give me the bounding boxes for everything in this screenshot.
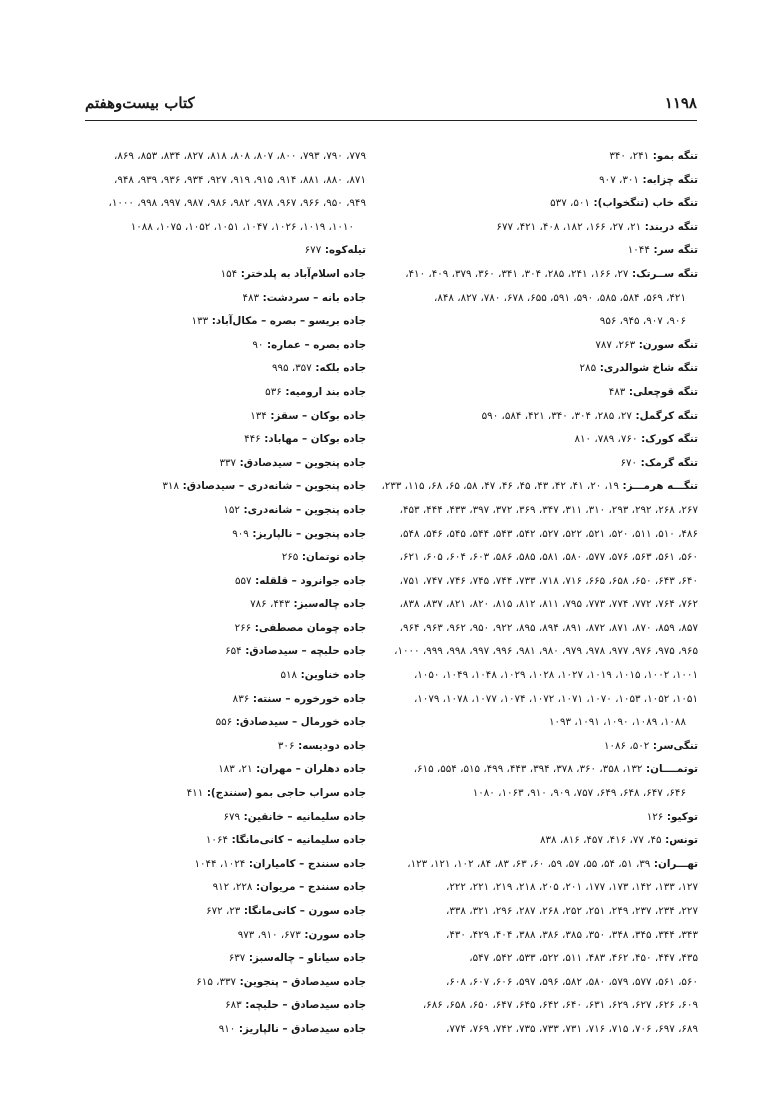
index-term: جاده توتمان: [298, 551, 366, 564]
index-entry [70, 357, 366, 381]
index-pages: ۶۸۹، ۶۹۷، ۷۰۶، ۷۱۵، ۷۱۶، ۷۳۱، ۷۳۳، ۷۳۵، ۷۴۲، ۷۶۹، ۷۷۴، [446, 1022, 698, 1035]
index-pages: ۳۳۷، ۶۱۵ [196, 975, 237, 988]
index-term: جاده سنندج – مریوان: [252, 881, 366, 894]
index-entry [70, 310, 366, 334]
index-pages: ۴۳۵، ۴۴۷، ۴۵۰، ۴۶۲، ۴۸۳، ۵۱۱، ۵۲۲، ۵۳۳، ۵۴۲، ۵۴۷، [469, 952, 698, 965]
index-term: تنگه ســرتک: [628, 267, 698, 280]
index-entry [402, 452, 698, 476]
index-pages: ۲۶۳، ۷۸۷ [595, 338, 636, 351]
index-pages: ۳۰۱، ۹۰۷ [599, 173, 639, 186]
index-term: جاده پنجوین – شانه‌دری – سیدصادق: [179, 480, 366, 493]
index-entry [70, 570, 366, 594]
index-entry [402, 192, 698, 216]
index-pages: ۲۷، ۱۶۶، ۲۴۱، ۲۸۵، ۳۰۴، ۳۴۱، ۳۶۰، ۳۷۹، ۴۰۹، ۴۱۰، [405, 267, 629, 280]
index-entry-continuation [399, 546, 698, 570]
index-entry [70, 994, 366, 1018]
index-entry-continuation [70, 192, 366, 216]
index-term: تهـــران: [650, 857, 698, 870]
index-pages: ۳۹، ۵۱، ۵۴، ۵۵، ۵۷، ۵۹، ۶۰، ۶۳، ۸۳، ۸۴، ۱۰۲، ۱۲۱، ۱۲۳، [407, 857, 651, 870]
index-term: جاده سورن – کانی‌مانگا: [240, 905, 366, 917]
index-term: جاده خورمال – سیدصادق: [232, 716, 366, 729]
index-entry [402, 381, 698, 405]
index-term: تنگه چزابه: [638, 173, 698, 186]
index-term: جاده سلیمانیه – خانقین: [240, 810, 366, 823]
index-pages: ۸۳۶ [232, 692, 250, 705]
index-entry [70, 947, 366, 971]
index-term: تنگه شاخ شوالدری: [596, 362, 698, 375]
index-pages: ۹۰۶، ۹۰۷، ۹۴۵، ۹۵۶ [599, 315, 686, 328]
index-entry [70, 287, 366, 311]
index-term: جاده بوکان – سقز: [266, 409, 366, 422]
index-pages: ۱۵۴ [220, 267, 238, 280]
index-pages: ۶۳۷ [228, 952, 246, 965]
index-term: جاده سیدصادق – حلبچه: [241, 999, 366, 1012]
index-term: جاده چومان مصطفی: [251, 621, 366, 634]
index-entry [70, 758, 366, 782]
index-entry [70, 428, 366, 452]
index-term: جاده پنجوین – نالپاریز: [248, 527, 366, 540]
index-pages: ۶۴۰، ۶۴۳، ۶۵۰، ۶۵۸، ۶۶۵، ۷۱۶، ۷۱۸، ۷۳۳، ۷۴۴، ۷۴۵، ۷۴۶، ۷۴۷، ۷۵۱، [399, 574, 698, 587]
index-term: جاده سراب حاجی بمو (سنندج): [203, 787, 366, 800]
index-pages: ۳۱۸ [162, 480, 179, 493]
index-term: جاده سیدصادق – نالپاریز: [235, 1022, 366, 1035]
index-term: تنگه خاب (تنگخواب): [589, 197, 698, 210]
index-entry [70, 688, 366, 712]
index-entry [402, 806, 698, 830]
index-pages: ۵۶۰، ۵۶۱، ۵۶۳، ۵۷۶، ۵۷۷، ۵۸۰، ۵۸۱، ۵۸۵، ۵۸۶، ۶۰۳، ۶۰۴، ۶۰۵، ۶۲۱، [399, 551, 698, 564]
index-pages: ۴۱۱ [186, 787, 204, 800]
index-term: جاده پنجوین – شانه‌دری: [239, 503, 366, 516]
index-pages: ۴۴۶ [244, 433, 261, 446]
index-pages: ۲۸۵ [579, 362, 597, 375]
index-term: تنگه کورک: [637, 433, 698, 446]
index-pages: ۲۳، ۶۷۲ [206, 905, 241, 917]
index-pages: ۱۳۴ [250, 409, 267, 422]
index-pages: ۹۰ [252, 338, 264, 351]
index-entry [70, 806, 366, 830]
index-term: جاده بریسو – بصره – مکال‌آباد: [208, 315, 366, 328]
index-term: تنگـــه هرمـــز: [618, 480, 698, 493]
index-entry [70, 546, 366, 570]
index-pages: ۲۱، ۱۸۳ [218, 763, 253, 776]
index-pages: ۱۰۸۸، ۱۰۸۹، ۱۰۹۰، ۱۰۹۱، ۱۰۹۳ [548, 716, 686, 729]
index-term: جاده سلیمانیه – کانی‌مانگا: [228, 834, 366, 847]
index-entry [402, 334, 698, 358]
index-pages: ۶۸۳ [225, 999, 242, 1012]
index-entry [70, 971, 366, 995]
index-pages: ۲۴۱، ۳۴۰ [609, 150, 650, 162]
index-term: جاده دودیسه: [294, 739, 366, 752]
index-entry-continuation [70, 216, 366, 240]
index-entry [70, 829, 366, 853]
running-title: کتاب بیست‌وهفتم [85, 94, 195, 112]
index-pages: ۱۰۵۱، ۱۰۵۲، ۱۰۵۳، ۱۰۷۰، ۱۰۷۱، ۱۰۷۲، ۱۰۷۴، ۱۰۷۷، ۱۰۷۸، ۱۰۷۹، [413, 692, 698, 705]
index-pages: ۱۳۳ [191, 315, 209, 328]
index-entry [70, 924, 366, 948]
index-entry-continuation [402, 287, 698, 311]
index-pages: ۳۴۳، ۳۴۴، ۳۴۵، ۳۴۸، ۳۵۰، ۳۸۵، ۳۸۶، ۳۸۸، ۴۰۴، ۴۲۹، ۴۳۰، [446, 928, 698, 941]
index-pages: ۷۷۹، ۷۹۰، ۷۹۳، ۸۰۰، ۸۰۷، ۸۰۸، ۸۱۸، ۸۲۷، ۸۳۴، ۸۵۳، ۸۶۹، [114, 150, 366, 162]
index-term: تنگه گرمک: [637, 456, 698, 469]
index-entry [402, 829, 698, 853]
index-term: جاده حلبچه – سیدصادق: [241, 645, 366, 658]
index-entry [70, 782, 366, 806]
index-term: جاده خناوین: [297, 669, 366, 682]
index-entry [70, 475, 366, 499]
index-entry [70, 334, 366, 358]
index-entry [70, 1018, 366, 1042]
index-pages: ۱۰۴۴ [627, 244, 650, 257]
index-entry-continuation [402, 711, 698, 735]
index-pages: ۳۵۷، ۹۹۵ [271, 362, 312, 375]
index-entry [402, 735, 698, 759]
index-entry [70, 876, 366, 900]
index-entry [381, 475, 698, 499]
index-term: تونس: [661, 834, 698, 847]
index-entry-continuation [402, 900, 698, 924]
index-term: تنگه بمو: [649, 150, 698, 162]
index-pages: ۲۶۶ [234, 621, 252, 634]
index-entry [402, 853, 698, 877]
index-entry-continuation [402, 310, 698, 334]
index-entry [70, 405, 366, 429]
index-entry-continuation [402, 664, 698, 688]
index-pages: ۲۲۸، ۹۱۲ [212, 881, 253, 894]
index-entry-continuation [402, 876, 698, 900]
index-term: جاده چاله‌سبز: [289, 598, 366, 611]
index-term: جاده پنجوین – سیدصادق: [236, 456, 366, 469]
index-entry-continuation [399, 523, 698, 547]
index-entry [402, 428, 698, 452]
index-term: جاده بصره – عماره: [263, 338, 366, 351]
index-entry-continuation [402, 782, 698, 806]
index-entry [70, 735, 366, 759]
index-pages: ۵۵۶ [215, 716, 233, 729]
index-term: جاده سیاناو – چاله‌سبز: [245, 952, 366, 965]
index-pages: ۵۰۱، ۵۳۷ [550, 197, 590, 210]
index-pages: ۵۰۲، ۱۰۸۶ [603, 739, 650, 752]
index-term: تنگه سورن: [635, 338, 698, 351]
index-entry [70, 640, 366, 664]
index-term: جاده بند ارومیه: [281, 385, 366, 398]
index-pages: ۱۰۱۰، ۱۰۱۹، ۱۰۲۶، ۱۰۴۷، ۱۰۵۱، ۱۰۵۲، ۱۰۷۵، ۱۰۸۸ [130, 220, 354, 233]
index-entry-continuation [70, 169, 366, 193]
index-entry-continuation [70, 145, 366, 169]
index-entry [70, 499, 366, 523]
index-pages: ۲۷، ۲۸۵، ۳۰۴، ۳۴۰، ۴۲۱، ۵۸۴، ۵۹۰ [481, 409, 632, 422]
index-pages: ۱۲۶ [646, 810, 664, 823]
index-entry-continuation [399, 499, 698, 523]
index-entry-continuation [402, 994, 698, 1018]
index-entry [402, 263, 698, 287]
index-pages: ۹۴۹، ۹۵۰، ۹۶۶، ۹۶۷، ۹۷۸، ۹۸۲، ۹۸۶، ۹۸۷، ۹۹۷، ۹۹۸، ۱۰۰۰، [108, 197, 366, 210]
index-term: جاده اسلام‌آباد به پلدختر: [237, 267, 366, 280]
index-pages: ۲۱، ۲۷، ۱۶۶، ۱۸۲، ۴۰۸، ۴۲۱، ۶۷۷ [496, 220, 642, 233]
index-pages: ۳۳۷ [219, 456, 237, 469]
index-pages: ۵۶۰، ۵۶۱، ۵۷۷، ۵۷۹، ۵۸۰، ۵۸۲، ۵۹۶، ۵۹۷، ۶۰۶، ۶۰۷، ۶۰۸، [446, 975, 698, 988]
index-term: جاده خورخوره – سنته: [249, 692, 366, 705]
index-pages: ۶۷۷ [304, 244, 322, 257]
index-entry-continuation [402, 688, 698, 712]
index-entry [70, 711, 366, 735]
index-term: جاده سیدصادق – پنجوین: [236, 975, 366, 988]
index-term: جاده سورن: [300, 928, 366, 941]
index-entry [70, 452, 366, 476]
index-term: توکیو: [663, 810, 698, 823]
index-pages: ۵۵۷ [234, 574, 252, 587]
index-pages: ۶۰۹، ۶۲۶، ۶۲۷، ۶۲۹، ۶۳۱، ۶۴۰، ۶۴۲، ۶۴۵، ۶۴۷، ۶۵۰، ۶۵۸، ۶۸۶، [422, 999, 698, 1012]
index-entry [70, 900, 366, 924]
index-entry-continuation [402, 947, 698, 971]
page-number: ۱۱۹۸ [664, 94, 697, 112]
index-entry-continuation [399, 570, 698, 594]
index-pages: ۱۰۲۴، ۱۰۴۴ [194, 857, 246, 870]
index-term: جاده جوانرود – قلقله: [251, 574, 366, 587]
index-pages: ۲۶۵ [281, 551, 299, 564]
index-entry [70, 664, 366, 688]
index-pages: ۱۰۰۱، ۱۰۰۲، ۱۰۱۵، ۱۰۱۹، ۱۰۲۷، ۱۰۲۸، ۱۰۲۹، ۱۰۴۸، ۱۰۴۹، ۱۰۵۰، [413, 669, 698, 682]
index-pages: ۹۱۰ [218, 1022, 236, 1035]
index-entry [70, 381, 366, 405]
index-pages: ۶۵۴ [225, 645, 242, 658]
index-pages: ۱۹، ۲۰، ۴۱، ۴۲، ۴۳، ۴۵، ۴۶، ۴۷، ۵۸، ۶۵، ۶۸، ۱۱۵، ۲۳۳، [381, 480, 619, 493]
index-entry [402, 239, 698, 263]
index-term: جاده بلکه: [311, 362, 366, 375]
index-entry [70, 853, 366, 877]
index-term: جاده سنندج – کامیاران: [245, 857, 366, 870]
index-term: جاده بانه – سردشت: [259, 291, 366, 304]
index-column-left [70, 145, 366, 1042]
index-entry-continuation [402, 1018, 698, 1042]
index-pages: ۶۷۳، ۹۱۰، ۹۷۳ [237, 928, 301, 941]
index-entry [402, 357, 698, 381]
index-pages: ۷۶۰، ۷۸۹، ۸۱۰ [574, 433, 638, 446]
index-entry [402, 405, 698, 429]
index-entry-continuation [402, 971, 698, 995]
index-pages: ۸۵۷، ۸۵۹، ۸۷۰، ۸۷۱، ۸۷۲، ۸۹۱، ۸۹۴، ۸۹۵، ۹۲۲، ۹۵۰، ۹۶۲، ۹۶۳، ۹۶۴، [399, 621, 698, 634]
index-pages: ۴۲۱، ۵۶۹، ۵۸۴، ۵۸۵، ۵۹۰، ۵۹۱، ۶۵۵، ۶۷۸، ۷۸۰، ۸۲۷، ۸۴۸، [434, 291, 686, 304]
index-pages: ۴۵، ۷۷، ۴۱۶، ۴۵۷، ۸۱۶، ۸۳۸ [540, 834, 662, 847]
index-entry-continuation [402, 924, 698, 948]
index-term: تیله‌کوه: [321, 244, 366, 257]
index-pages: ۷۶۲، ۷۶۴، ۷۷۲، ۷۷۴، ۷۷۳، ۷۹۵، ۸۱۱، ۸۱۲، ۸۱۵، ۸۲۰، ۸۲۱، ۸۳۷، ۸۳۸، [399, 598, 698, 611]
index-pages: ۶۷۰ [620, 456, 638, 469]
index-pages: ۶۷۹ [223, 810, 241, 823]
index-entry [70, 617, 366, 641]
index-pages: ۲۶۷، ۲۶۸، ۲۹۲، ۲۹۳، ۳۱۰، ۳۱۱، ۳۴۷، ۳۶۹، ۳۷۲، ۳۹۷، ۴۳۳، ۴۴۴، ۴۵۳، [399, 503, 698, 516]
index-pages: ۵۳۶ [265, 385, 282, 398]
index-term: تنگه دربند: [641, 220, 698, 233]
index-pages: ۲۲۷، ۲۳۴، ۲۳۷، ۲۴۹، ۲۵۱، ۲۵۲، ۲۶۸، ۲۸۷، ۲۹۶، ۳۲۱، ۳۳۸، [446, 905, 698, 917]
index-pages: ۹۶۵، ۹۷۵، ۹۷۶، ۹۷۷، ۹۷۸، ۹۷۹، ۹۸۰، ۹۸۱، ۹۹۶، ۹۹۷، ۹۹۸، ۹۹۹، ۱۰۰۰، [394, 645, 698, 658]
index-pages: ۳۰۶ [277, 739, 295, 752]
index-entry [402, 758, 698, 782]
index-term: جاده بوکان – مهاباد: [260, 433, 366, 446]
index-entry [402, 169, 698, 193]
index-pages: ۱۰۶۴ [205, 834, 229, 847]
index-term: تنگه کرگمل: [631, 409, 698, 422]
index-term: تنگی‌سر: [649, 739, 698, 752]
index-term: تنگه سر: [649, 244, 698, 257]
index-pages: ۹۰۹ [232, 527, 249, 540]
index-term: تنگه قوچعلی: [625, 385, 698, 398]
index-entry [70, 593, 366, 617]
index-term: توتمــــان: [642, 763, 698, 776]
index-pages: ۴۸۶، ۵۱۰، ۵۱۱، ۵۲۰، ۵۲۱، ۵۲۲، ۵۲۷، ۵۴۲، ۵۴۳، ۵۴۴، ۵۴۵، ۵۴۶، ۵۴۸، [399, 527, 698, 540]
index-entry-continuation [399, 593, 698, 617]
index-entry [402, 145, 698, 169]
index-term: جاده دهلران – مهران: [252, 763, 366, 776]
index-entry-continuation [394, 640, 698, 664]
page-header [85, 92, 697, 121]
index-entry [402, 216, 698, 240]
index-pages: ۶۴۶، ۶۴۷، ۶۴۸، ۶۴۹، ۷۵۷، ۹۰۹، ۹۱۰، ۱۰۶۳، ۱۰۸۰ [472, 787, 686, 800]
index-pages: ۴۴۳، ۷۸۶ [250, 598, 290, 611]
index-pages: ۱۳۲، ۳۵۸، ۳۶۰، ۳۷۸، ۳۹۴، ۴۴۳، ۴۹۹، ۵۱۵، ۵۵۴، ۶۱۵، [413, 763, 643, 776]
index-column-right [381, 145, 698, 1042]
index-entry-continuation [399, 617, 698, 641]
index-entry [70, 239, 366, 263]
index-pages: ۸۷۱، ۸۸۰، ۸۸۱، ۹۱۴، ۹۱۵، ۹۱۹، ۹۲۷، ۹۳۴، ۹۳۶، ۹۳۹، ۹۴۸، [114, 173, 366, 186]
index-pages: ۴۸۳ [608, 385, 626, 398]
index-pages: ۵۱۸ [280, 669, 298, 682]
index-pages: ۴۸۳ [242, 291, 260, 304]
index-entry [70, 263, 366, 287]
index-entry [70, 523, 366, 547]
index-pages: ۱۵۲ [223, 503, 240, 516]
index-pages: ۱۲۷، ۱۳۳، ۱۴۲، ۱۷۳، ۱۷۷، ۲۰۱، ۲۰۵، ۲۱۸، ۲۱۹، ۲۲۱، ۲۲۲، [446, 881, 698, 894]
